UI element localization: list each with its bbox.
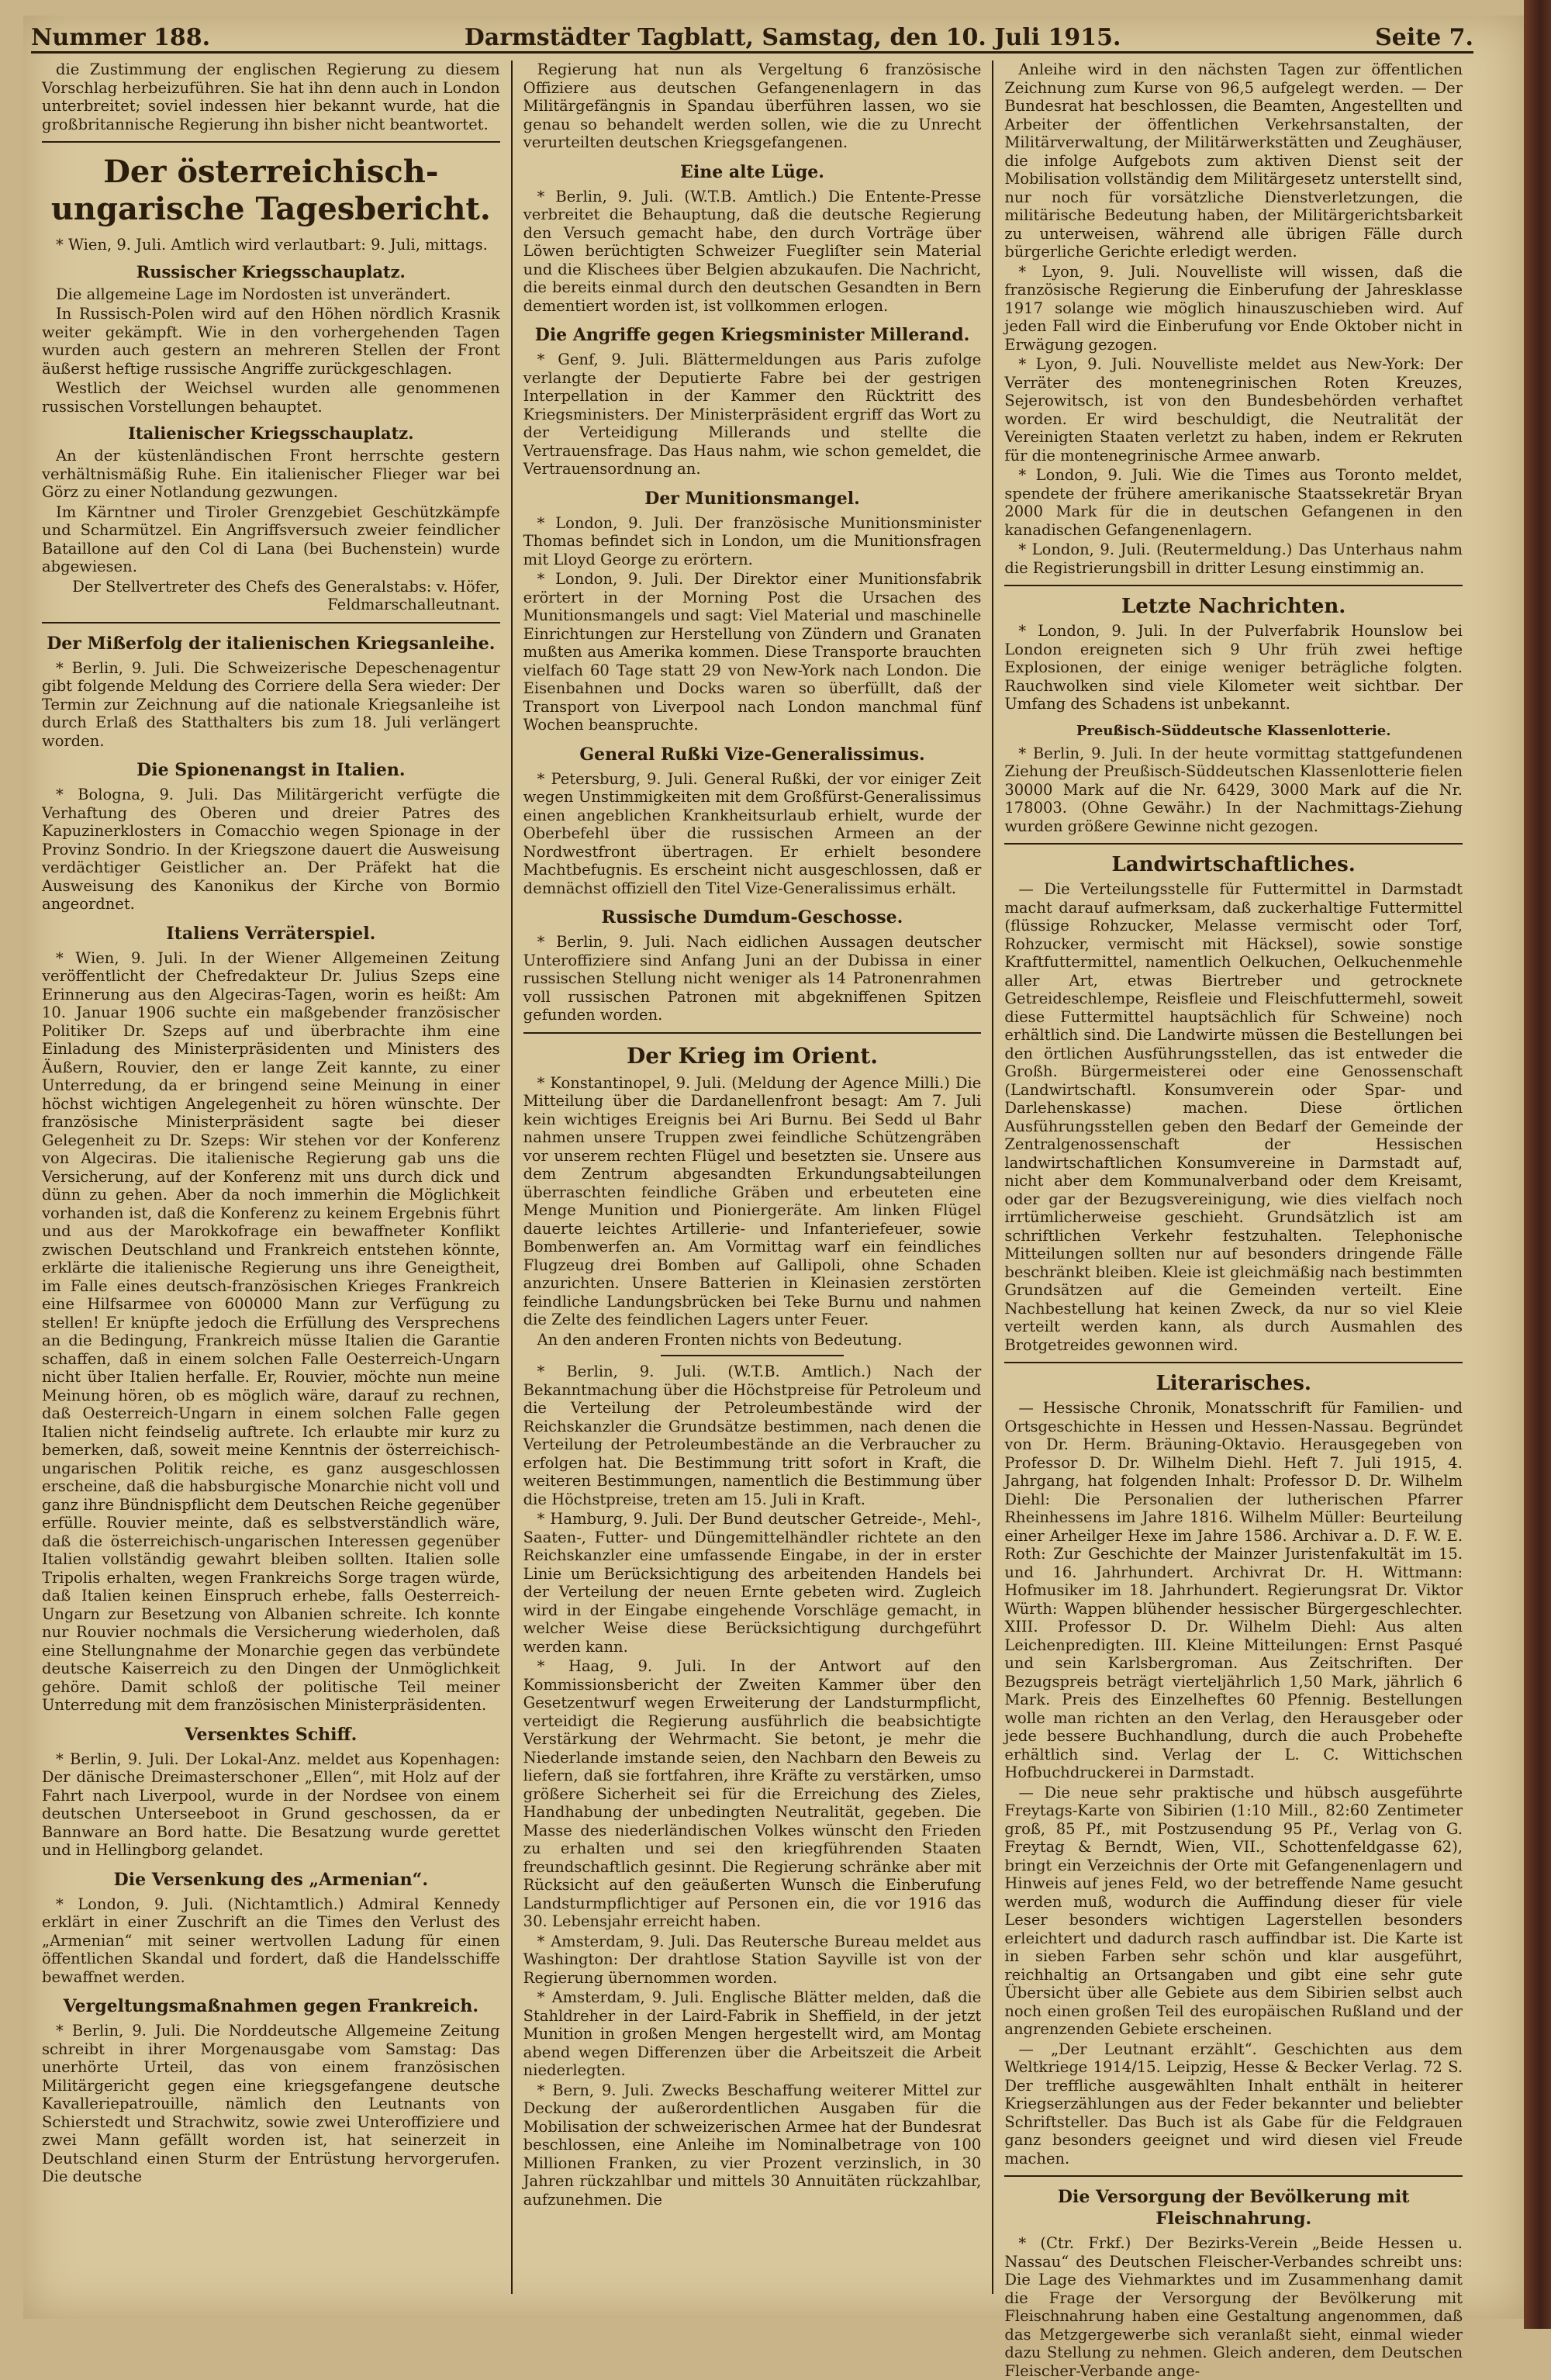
paragraph: * Bern, 9. Juli. Zwecks Beschaffung weiterer Mittel zur Deckung der außerordentlichen Ausgaben für die Mobilisation der schweizerischen Armee hat der Bundesrat beschlossen, eine Anleihe im Nominalbetrage von 100 Millionen Franken, zu vier Prozent verzinslich, in 30 Jahren rückzahlbar und mittels 30 Annuitäten rückzahlbar, aufzunehmen. Die xyxy=(523,2081,982,2209)
paragraph: * Berlin, 9. Juli. Die Schweizerische Depeschenagentur gibt folgende Meldung des Corriere della Sera wieder: Der Termin zur Zeichnung auf die nationale Kriegsanleihe ist durch Erlaß des Statthalters bis zum 18. Juli verlängert worden. xyxy=(42,658,500,750)
paragraph: — Die neue sehr praktische und hübsch ausgeführte Freytags-Karte von Sibirien (1:10 Mill., 82:60 Zentimeter groß, 85 Pf., mit Postzusendung 95 Pf., Verlag von G. Freytag & Berndt, Wien, VII., Schottenfeldgasse 62), bringt ein Verzeichnis der Orte mit Gefangenenlagern und Hinweis auf jenes Feld, wo der betreffende Name gesucht werden muß, wodurch die Auffindung dieser für viele Leser besonders wichtigen Lagerstellen besonders erleichtert und dadurch rasch auffindbar ist. Die Karte ist in sieben Farben sehr schön und klar ausgeführt, reichhaltig an Ortsangaben und gibt eine sehr gute Übersicht über alle Gebiete aus dem Sibirien selbst auch noch einen großen Teil des europäischen Rußland und der angrenzenden Gebiete erscheinen. xyxy=(1004,1783,1463,2038)
article-headline: General Rußki Vize-Generalissimus. xyxy=(579,744,925,765)
article-headline: Der Munitionsmangel. xyxy=(644,488,860,509)
issue-number: Nummer 188. xyxy=(31,24,211,51)
paragraph: — „Der Leutnant erzählt“. Geschichten aus dem Weltkriege 1914/15. Leipzig, Hesse & Becker Verlag. 72 S. Der treffliche ausgewählten Inhalt enthält in heiterer Kriegserzählungen aus der Feder bekannter und beliebter Schriftsteller. Das Buch ist als Gabe für die Feldgrauen ganz besonders geeignet und wird diesen viel Freude machen. xyxy=(1004,2040,1463,2168)
paragraph: * London, 9. Juli. Wie die Times aus Toronto meldet, spendete der frühere amerikanische Staatssekretär Bryan 2000 Mark für die in deutschen Gefangenen in den kanadischen Gefangenenlagern. xyxy=(1004,466,1463,539)
paragraph: * Berlin, 9. Juli. In der heute vormittag stattgefundenen Ziehung der Preußisch-Süddeutschen Klassenlotterie fielen 30000 Mark auf die Nr. 6429, 3000 Mark auf die Nr. 178003. (Ohne Gewähr.) In der Nachmittags-Ziehung wurden größere Gewinne nicht gezogen. xyxy=(1004,744,1463,835)
columns xyxy=(31,60,1473,2380)
column-3 xyxy=(992,60,1473,2380)
column-2 xyxy=(511,60,993,2294)
page-number: Seite 7. xyxy=(1375,24,1473,51)
paragraph: * (Ctr. Frkf.) Der Bezirks-Verein „Beide Hessen u. Nassau“ des Deutschen Fleischer-Verbandes schreibt uns: Die Lage des Viehmarktes und im Zusammenhang damit die Frage der Versorgung der Bevölkerung mit Fleischnahrung haben eine Gestaltung angenommen, daß das Metzgergewerbe sich veranlaßt sieht, einmal wieder dazu Stellung zu nehmen. Gleich anderen, dem Deutschen Fleischer-Verbande ange- xyxy=(1004,2234,1463,2380)
paragraph: * Petersburg, 9. Juli. General Rußki, der vor einiger Zeit wegen Unstimmigkeiten mit dem Großfürst-Generalissimus einen angeblichen Krankheitsurlaub erhielt, wurde der Oberbefehl über die russischen Armeen an der Nordwestfront übertragen. Er erhielt besondere Machtbefugnis. Es erscheint nicht ausgeschlossen, daß er demnächst offiziell den Titel Vize-Generalissimus erhält. xyxy=(523,769,982,897)
article-headline: Der Mißerfolg der italienischen Kriegsanleihe. xyxy=(47,633,496,654)
paragraph: die Zustimmung der englischen Regierung zu diesem Vorschlag herbeizuführen. Sie hat ihn denn auch in London unterbreitet; soviel indessen hier bekannt wurde, hat die großbritannische Regierung ihn bisher nicht beantwortet. xyxy=(42,60,500,133)
paragraph: * London, 9. Juli. Der Direktor einer Munitionsfabrik erörtert in der Morning Post die Ursachen des Munitionsmangels und sagt: Viel Material und maschinelle Einrichtungen zur Herstellung von Zündern und Granaten mußten aus Amerika kommen. Diese Transporte brauchten vielfach 60 Tage statt 29 von New-York nach London. Die Eisenbahnen und Docks waren so überfüllt, daß der Transport von Liverpool nach London manchmal fünf Wochen beanspruchte. xyxy=(523,570,982,734)
article-headline: Letzte Nachrichten. xyxy=(1121,595,1346,618)
paragraph: * Konstantinopel, 9. Juli. (Meldung der Agence Milli.) Die Mitteilung über die Dardanellenfront besagt: Am 7. Juli kein wichtiges Ereignis bei Ari Burnu. Bei Sedd ul Bahr nahmen unsere Truppen zwei feindliche Schützengräben vor unserem rechten Flügel und besetzten sie. Unsere aus dem Zentrum abgesandten Erkundungsabteilungen überraschten feindliche Gräben und erbeuteten eine Menge Munition und Pioniergeräte. Am linken Flügel dauerte leichtes Artillerie- und Infanteriefeuer, sowie Bombenwerfen an. Am Vormittag warf ein feindliches Flugzeug drei Bomben auf Gallipoli, ohne Schaden anzurichten. Unsere Batterien in Kleinasien zerstörten feindliche Landungsbrücken bei Teke Burnu und nahmen die Zelte des feindlichen Lagers unter Feuer. xyxy=(523,1073,982,1328)
signature: Der Stellvertreter des Chefs des Generalstabs: v. Höfer, Feldmarschalleutnant. xyxy=(72,577,500,613)
paragraph: An den anderen Fronten nichts von Bedeutung. xyxy=(537,1330,903,1349)
article-headline: Vergeltungsmaßnahmen gegen Frankreich. xyxy=(63,1996,479,2016)
paragraph: — Hessische Chronik, Monatsschrift für Familien- und Ortsgeschichte in Hessen und Hessen-Nassau. Begründet von Dr. Herm. Bräuning-Oktavio. Herausgegeben von Professor D. Dr. Wilhelm Diehl. Heft 7. Juli 1915, 4. Jahrgang, hat folgenden Inhalt: Professor D. Dr. Wilhelm Diehl: Die Personalien der lutherischen Pfarrer Rheinhessens im Jahre 1816. Wilhelm Müller: Beurteilung einer Arheilger Hexe im Jahre 1586. Archivar a. D. F. W. E. Roth: Zur Geschichte der Mainzer Juristenfakultät im 15. und 16. Jahrhundert. Archivrat Dr. H. Wittmann: Hofmusiker im 18. Jahrhundert. Regierungsrat Dr. Viktor Würth: Wappen blühender hessischer Bürgergeschlechter. XIII. Professor D. Dr. Wilhelm Diehl: Aus alten Leichenpredigten. III. Kleine Mitteilungen: Ernst Pasqué und sein Karlsbergroman. Aus Zeitschriften. Der Bezugspreis beträgt vierteljährlich 1,50 Mark, jährlich 6 Mark. Preis des Einzelheftes 60 Pfennig. Bestellungen wolle man richten an den Verlag, den Herausgeber oder jede bessere Buchhandlung, durch die auch Probehefte erhältlich sind. Verlag der L. C. Wittichschen Hofbuchdruckerei in Darmstadt. xyxy=(1004,1399,1463,1781)
divider xyxy=(1004,2175,1463,2177)
paragraph: * Berlin, 9. Juli. (W.T.B. Amtlich.) Die Entente-Presse verbreitet die Behauptung, daß die deutsche Regierung den Versuch gemacht habe, den durch Vorträge über Löwen berüchtigten Schweizer Fuegliſter sein Material und die Klischees über Belgien abzukaufen. Die Nachricht, die bereits einmal durch den deutschen Gesandten in Bern dementiert worden ist, ist vollkommen erlogen. xyxy=(523,187,982,315)
divider xyxy=(523,1032,982,1034)
article-headline: Die Angriffe gegen Kriegsminister Millerand. xyxy=(534,325,970,345)
paragraph: * London, 9. Juli. Der französische Munitionsminister Thomas befindet sich in London, um die Munitionsfragen mit Lloyd George zu erörtern. xyxy=(523,513,982,568)
divider xyxy=(42,141,500,143)
paragraph: * Genf, 9. Juli. Blättermeldungen aus Paris zufolge verlangte der Deputierte Fabre bei der gestrigen Interpellation in der Kammer den Rücktritt des Kriegsministers. Der Ministerpräsident ergriff das Wort zu der Verteidigung Millerands und stellte die Vertrauensfrage. Das Haus nahm, wie schon gemeldet, die Vertrauensordnung an. xyxy=(523,351,982,478)
masthead xyxy=(31,14,1473,54)
article-headline: Der Krieg im Orient. xyxy=(626,1042,879,1069)
paragraph: * Amsterdam, 9. Juli. Das Reutersche Bureau meldet aus Washington: Der drahtlose Station Sayville ist von der Regierung übernommen worden. xyxy=(523,1932,982,1987)
article-headline: Italiens Verräterspiel. xyxy=(166,923,376,944)
divider xyxy=(42,622,500,623)
paragraph: * Hamburg, 9. Juli. Der Bund deutscher Getreide-, Mehl-, Saaten-, Futter- und Düngemittelhändler richtete an den Reichskanzler eine umfassende Eingabe, in der in erster Linie um Berücksichtigung des arbeitenden Handels bei der Verteilung der neuen Ernte gebeten wird. Zugleich wird in der Eingabe eingehende Vorschläge gemacht, in welcher Weise diese Berücksichtigung durchgeführt werden kann. xyxy=(523,1510,982,1656)
article-headline: Versenktes Schiff. xyxy=(185,1724,358,1745)
section-heading: Italienischer Kriegsschauplatz. xyxy=(128,423,414,443)
paragraph: — Die Verteilungsstelle für Futtermittel in Darmstadt macht darauf aufmerksam, daß zuckerhaltige Futtermittel (flüssige Rohzucker, Melasse vermischt oder Torf, Rohzucker, vermischt mit Häcksel), sowie sonstige Kraftfuttermittel, namentlich Oelkuchen, Oelkuchenmehle aller Art, etwas Biertreber und getrocknete Getreideschlempe, Reisfleie und Fleischfuttermehl, soweit diese Futtermittel hauptsächlich für Schweine) noch erhältlich sind. Die Landwirte müssen die Bestellungen bei den örtlichen Ausführungsstellen, das ist entweder die Großh. Bürgermeisterei oder eine Genossenschaft (Landwirtschaftl. Konsumverein oder Spar- und Darlehenskasse) machen. Diese örtlichen Ausführungsstellen geben den Bedarf der Gemeinde der Zentralgenossenschaft der Hessischen landwirtschaftlichen Konsumvereine in Darmstadt auf, nicht aber dem Kommunalverband oder dem Kreisamt, oder gar der Bezugsvereinigung, wie dies vielfach noch irrtümlicherweise geschieht. Grundsätzlich ist am schriftlichen Verkehr festzuhalten. Telephonische Mitteilungen sollten nur auf besonders dringende Fälle beschränkt bleiben. Kleie ist gleichmäßig nach bestimmten Grundsätzen auf die Gemeinden verteilt. Eine Nachbestellung hat keinen Zweck, da nur so viel Kleie verteilt werden kann, als durch Ausmahlen des Brotgetreides gewonnen wird. xyxy=(1004,880,1463,1354)
divider xyxy=(661,1355,844,1356)
paragraph: * London, 9. Juli. (Nichtamtlich.) Admiral Kennedy erklärt in einer Zuschrift an die Times den Verlust des „Armenian“ mit seiner wertvollen Ladung für einen öffentlichen Skandal und fordert, daß die Handelsschiffe bewaffnet werden. xyxy=(42,1895,500,1986)
paragraph: Anleihe wird in den nächsten Tagen zur öffentlichen Zeichnung zum Kurse von 96,5 aufgelegt werden. — Der Bundesrat hat beschlossen, die Beamten, Angestellten und Arbeiter der öffentlichen Verkehrsanstalten, der Militärverwaltung, der Militärwerkstätten und Zeughäuser, die infolge Aufgebots zum aktiven Dienst seit der Mobilisation vollständig dem Militärgesetz unterstellt sind, nur noch für vorsätzliche Dienstverletzungen, die militärische Bedeutung haben, der Militärgerichtsbarkeit zu unterweisen, während alle übrigen Fälle durch bürgerliche Gerichte erledigt werden. xyxy=(1004,60,1463,261)
article-headline: Landwirtschaftliches. xyxy=(1111,853,1356,876)
paragraph: * Bologna, 9. Juli. Das Militärgericht verfügte die Verhaftung des Oberen und dreier Patres des Kapuzinerklosters in Comacchio wegen Spionage in der Provinz Sondrio. In der Kriegszone dauert die Ausweisung verdächtiger Geistlicher an. Der Präfekt hat die Ausweisung des Kanonikus der Kirche von Bormio angeordnet. xyxy=(42,786,500,913)
paragraph: * Berlin, 9. Juli. Der Lokal-Anz. meldet aus Kopenhagen: Der dänische Dreimasterschoner „Ellen“, mit Holz auf der Fahrt nach Liverpool, wurde in der Nordsee von einem deutschen Unterseeboot in Grund geschossen, da er Bannware an Bord hatte. Die Besatzung wurde gerettet und in Hellingborg gelandet. xyxy=(42,1750,500,1859)
article-headline: Literarisches. xyxy=(1155,1372,1311,1395)
section-heading: Russischer Kriegsschauplatz. xyxy=(136,261,406,282)
newspaper-title-date: Darmstädter Tagblatt, Samstag, den 10. Juli 1915. xyxy=(464,24,1121,51)
article-headline: Die Versorgung der Bevölkerung mit Fleischnahrung. xyxy=(1057,2187,1410,2229)
paragraph: * London, 9. Juli. (Reutermeldung.) Das Unterhaus nahm die Registrierungsbill in dritter Lesung einstimmig an. xyxy=(1004,541,1463,577)
paragraph: * Berlin, 9. Juli. Die Norddeutsche Allgemeine Zeitung schreibt in ihrer Morgenausgabe vom Samstag: Das unerhörte Urteil, das von einem französischen Militärgericht gegen eine kriegsgefangene deutsche Kavalleriepatrouille, nämlich den Leutnants von Schierstedt und Strachwitz, sowie zwei Unteroffiziere und zwei Mann gefällt worden ist, hat seinerzeit in Deutschland einen Sturm der Entrüstung hervorgerufen. Die deutsche xyxy=(42,2022,500,2185)
paragraph: Im Kärntner und Tiroler Grenzgebiet Geschützkämpfe und Scharmützel. Ein Angriffsversuch zweier feindlicher Bataillone auf den Col di Lana (bei Buchenstein) wurde abgewiesen. xyxy=(42,503,500,575)
paragraph: * Berlin, 9. Juli. (W.T.B. Amtlich.) Nach der Bekanntmachung über die Höchstpreise für Petroleum und die Verteilung der Petroleumbestände wird der Reichskanzler die Grundsätze bestimmen, nach denen die Verteilung der Petroleumbestände an die Verbraucher zu erfolgen hat. Die Bestimmung tritt sofort in Kraft, die weiteren Bestimmungen, namentlich die Bestimmung über die Höchstpreise, treten am 15. Juli in Kraft. xyxy=(523,1363,982,1508)
column-1 xyxy=(31,60,511,2294)
paragraph: Regierung hat nun als Vergeltung 6 französische Offiziere aus deutschen Gefangenenlagern in das Militärgefängnis in Spandau überführen lassen, wo sie genau so behandelt werden sollen, wie die zu Unrecht verurteilten deutschen Kriegsgefangenen. xyxy=(523,60,982,151)
paragraph: * London, 9. Juli. In der Pulverfabrik Hounslow bei London ereigneten sich 9 Uhr früh zwei heftige Explosionen, der einige weniger beträgliche folgten. Rauchwolken sind viele Kilometer weit sichtbar. Der Umfang des Schadens ist unbekannt. xyxy=(1004,622,1463,713)
paragraph: * Lyon, 9. Juli. Nouvelliste will wissen, daß die französische Regierung die Einberufung der Jahresklasse 1917 solange wie möglich hinauszuschieben wird. Auf jeden Fall wird die Einberufung vor Ende Oktober nicht in Erwägung gezogen. xyxy=(1004,262,1463,354)
article-headline: Die Spionenangst in Italien. xyxy=(136,760,406,780)
article-headline: Eine alte Lüge. xyxy=(680,161,824,182)
paragraph: * Haag, 9. Juli. In der Antwort auf den Kommissionsbericht der Zweiten Kammer über den Gesetzentwurf wegen Erweiterung der Landsturmpflicht, verteidigt die Regierung ausführlich die beabsichtigte Verstärkung der Wehrmacht. Sie betont, je mehr die Niederlande imstande seien, den Nachbarn den Beweis zu liefern, daß sie fortfahren, ihre Kräfte zu verstärken, umso größere Sicherheit sei für die Erreichung des Zieles, Handhabung der unbedingten Neutralität, gegeben. Die Masse des niederländischen Volkes wünscht den Frieden zu erhalten und sei den kriegführenden Staaten freundschaftlich gesinnt. Die Regierung schränke aber mit Rücksicht auf den geäußerten Wunsch die Einberufung Landsturmpflichtiger auf Personen ein, die vor 1916 das 30. Lebensjahr erreicht haben. xyxy=(523,1657,982,1930)
paragraph: * Amsterdam, 9. Juli. Englische Blätter melden, daß die Stahldreher in der Laird-Fabrik in Sheffield, in der jetzt Munition in großen Mengen hergestellt wird, am Montag abend wegen Differenzen über die Arbeitszeit die Arbeit niederlegten. xyxy=(523,1988,982,2079)
article-headline: Russische Dumdum-Geschosse. xyxy=(601,907,903,927)
paragraph: * Wien, 9. Juli. Amtlich wird verlautbart: 9. Juli, mittags. xyxy=(56,236,488,254)
section-heading: Preußisch-Süddeutsche Klassenlotterie. xyxy=(1076,722,1391,739)
paragraph: * Wien, 9. Juli. In der Wiener Allgemeinen Zeitung veröffentlicht der Chefredakteur Dr. Julius Szeps eine Erinnerung aus den Algeciras-Tagen, worin es heißt: Am 10. Januar 1906 suchte ein maßgebender französischer Politiker Dr. Szeps auf und überbrachte ihm eine Einladung des Ministerpräsidenten und Ministers des Äußern, Rouvier, den er lange Zeit kannte, zu einer Unterredung, da er bringend seine Meinung in einer höchst wichtigen Angelegenheit zu hören wünschte. Der französische Ministerpräsident sagte bei dieser Gelegenheit zu Dr. Szeps: Wir stehen vor der Konferenz von Algeciras. Die italienische Regierung gab uns die Versicherung, auf der Konferenz mit uns durch dick und dünn zu gehen. Aber da noch immerhin die Möglichkeit vorhanden ist, daß die Konferenz zu keinem Ergebnis führt und aus der Marokkofrage ein bewaffneter Konflikt zwischen Deutschland und Frankreich entstehen könnte, erklärte die italienische Regierung uns ihre Geneigtheit, im Falle eines deutsch-französischen Krieges Frankreich eine Hilfsarmee von 600000 Mann zur Verfügung zu stellen! Er knüpfte jedoch die Erfüllung des Versprechens an die Bedingung, Frankreich müsse Italien die Garantie schaffen, daß in einem solchen Falle Oesterreich-Ungarn nicht über Italien herfalle. Er, Rouvier, möchte nun meine Meinung hören, ob es möglich wäre, darauf zu rechnen, daß Oesterreich-Ungarn in einem solchen Falle gegen Italien nicht feindselig auftrete. Ich erlaubte mir kurz zu bemerken, daß, soweit meine Kenntnis der österreichisch-ungarischen Politik reiche, es ganz ausgeschlossen erscheine, daß die habsburgische Monarchie nicht voll und ganz ihre Bündnispflicht dem Deutschen Reiche gegenüber erfülle. Rouvier meinte, daß es selbstverständlich wäre, daß die österreichisch-ungarischen Interessen gegenüber Italien vollständig gewahrt bleiben sollten. Italien solle Tripolis erhalten, wegen Frankreichs Sorge tragen würde, daß Italien keinen Einspruch erhebe, falls Oesterreich-Ungarn zur Besetzung von Albanien schreite. Ich konnte nur Rouvier nochmals die Versicherung wiederholen, daß eine Stellungnahme der Monarchie gegen das verbündete deutsche Kaiserreich zu den Dingen der Unmöglichkeit gehöre. Damit schloß der politische Teil meiner Unterredung mit dem französischen Ministerpräsidenten. xyxy=(42,948,500,1714)
paragraph: An der küstenländischen Front herrschte gestern verhältnismäßig Ruhe. Ein italienischer Flieger war bei Görz zu einer Notlandung gezwungen. xyxy=(42,447,500,501)
paragraph: Westlich der Weichsel wurden alle genommenen russischen Vorstellungen behauptet. xyxy=(42,379,500,416)
paragraph: In Russisch-Polen wird auf den Höhen nördlich Krasnik weiter gekämpft. Wie in den vorhergehenden Tagen wurden auch gestern an mehreren Stellen der Front äußerst heftige russische Angriffe zurückgeschlagen. xyxy=(42,305,500,378)
paragraph: * Berlin, 9. Juli. Nach eidlichen Aussagen deutscher Unteroffiziere sind Anfang Juni an der Dubissa in einer russischen Stellung nicht weniger als 14 Patronenrahmen voll russischen Patronen mit abgekniffenen Spitzen gefunden worden. xyxy=(523,933,982,1024)
paragraph: * Lyon, 9. Juli. Nouvelliste meldet aus New-York: Der Verräter des montenegrinischen Roten Kreuzes, Sejerowitsch, ist von den Bundesbehörden verhaftet worden. Er wird beschuldigt, die Neutralität der Vereinigten Staaten verletzt zu haben, indem er Rekruten für die montenegrinische Armee anwarb. xyxy=(1004,355,1463,465)
divider xyxy=(1004,1362,1463,1363)
divider xyxy=(1004,843,1463,845)
main-headline: Der österreichisch-ungarische Tagesbericht. xyxy=(50,154,491,227)
divider xyxy=(1004,585,1463,586)
article-headline: Die Versenkung des „Armenian“. xyxy=(113,1869,428,1890)
binding-edge xyxy=(1524,0,1551,2329)
paragraph: Die allgemeine Lage im Nordosten ist unverändert. xyxy=(56,285,451,303)
